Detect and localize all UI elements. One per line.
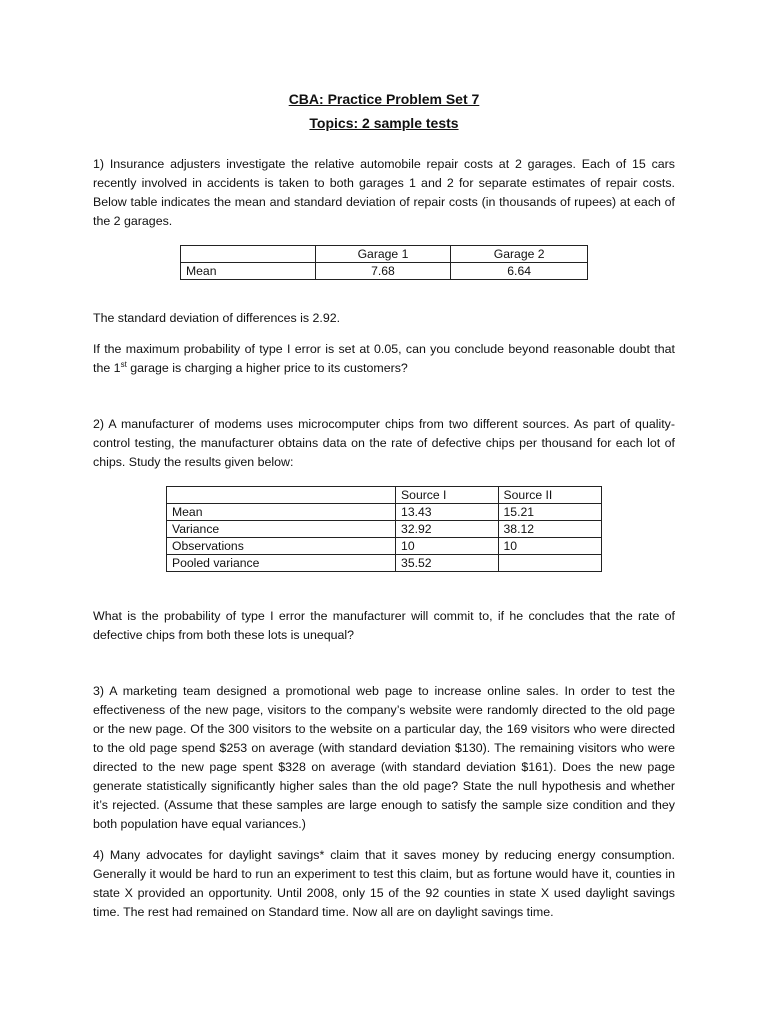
q1-sd-note: The standard deviation of differences is 2.92. <box>93 311 341 325</box>
table-cell: 6.64 <box>451 263 588 280</box>
page-topics: Topics: 2 sample tests <box>309 115 459 131</box>
table-row <box>167 555 602 572</box>
q1-question-part2: garage is charging a higher price to its customers? <box>126 361 408 375</box>
q2-intro: 2) A manufacturer of modems uses microcomputer chips from two different sources. As part of quality-control testing, the manufacturer obtains data on the rate of defective chips per thousand for each lot of chips. Study the results given below: <box>93 417 675 469</box>
table-cell: Mean <box>181 263 316 280</box>
q2-question: What is the probability of type I error the manufacturer will commit to, if he concludes that the rate of defective chips from both these lots is unequal? <box>93 609 675 642</box>
table-cell <box>498 555 601 572</box>
document-page <box>93 88 675 922</box>
table-header-cell: Garage 1 <box>315 246 451 263</box>
table-header-cell: Garage 2 <box>451 246 588 263</box>
table-cell: 35.52 <box>396 555 498 572</box>
q1-question-part1: If the maximum probability of type I error is set at 0.05, can you conclude beyond reasonable doubt that the 1 <box>93 342 675 375</box>
table-cell: 15.21 <box>498 504 601 521</box>
table-cell: Observations <box>167 538 396 555</box>
q1-question-sup: st <box>120 360 127 369</box>
q1-garage-table <box>180 245 588 280</box>
q1-intro: 1) Insurance adjusters investigate the relative automobile repair costs at 2 garages. Each of 15 cars recently involved in accidents is taken to both garages 1 and 2 for separate estimates of repair costs. Below table indicates the mean and standard deviation of repair costs (in thousands of rupees) at each of the 2 garages. <box>93 157 675 228</box>
table-row <box>167 521 602 538</box>
table-header-cell <box>181 246 316 263</box>
table-header-cell: Source I <box>396 487 498 504</box>
table-cell: 7.68 <box>315 263 451 280</box>
table-cell: 32.92 <box>396 521 498 538</box>
table-cell: Mean <box>167 504 396 521</box>
q2-source-table <box>166 486 602 572</box>
page-title: CBA: Practice Problem Set 7 <box>288 91 480 107</box>
table-header-cell <box>167 487 396 504</box>
table-header-row <box>181 246 588 263</box>
table-row <box>167 538 602 555</box>
table-cell: Variance <box>167 521 396 538</box>
table-cell: 38.12 <box>498 521 601 538</box>
table-cell: 10 <box>498 538 601 555</box>
q3-text: 3) A marketing team designed a promotional web page to increase online sales. In order to test the effectiveness of the new page, visitors to the company’s website were randomly directed to the old page or the new page. Of the 300 visitors to the website on a particular day, the 169 visitors who were directed to the old page spend $253 on average (with standard deviation $130). The remaining visitors who were directed to the new page spent $328 on average (with standard deviation $161). Does the new page generate statistically significantly higher sales than the old page? State the null hypothesis and whether it’s rejected. (Assume that these samples are large enough to satisfy the sample size condition and they both population have equal variances.) <box>93 684 675 831</box>
table-cell: Pooled variance <box>167 555 396 572</box>
table-row <box>167 504 602 521</box>
table-cell: 13.43 <box>396 504 498 521</box>
table-row <box>181 263 588 280</box>
table-cell: 10 <box>396 538 498 555</box>
table-header-row <box>167 487 602 504</box>
q1-question <box>93 340 675 378</box>
q4-text: 4) Many advocates for daylight savings* claim that it saves money by reducing energy consumption. Generally it would be hard to run an experiment to test this claim, but as fortune would have it, counties in state X provided an opportunity. Until 2008, only 15 of the 92 counties in state X used daylight savings time. The rest had remained on Standard time. Now all are on daylight savings time. <box>93 848 675 919</box>
table-header-cell: Source II <box>498 487 601 504</box>
